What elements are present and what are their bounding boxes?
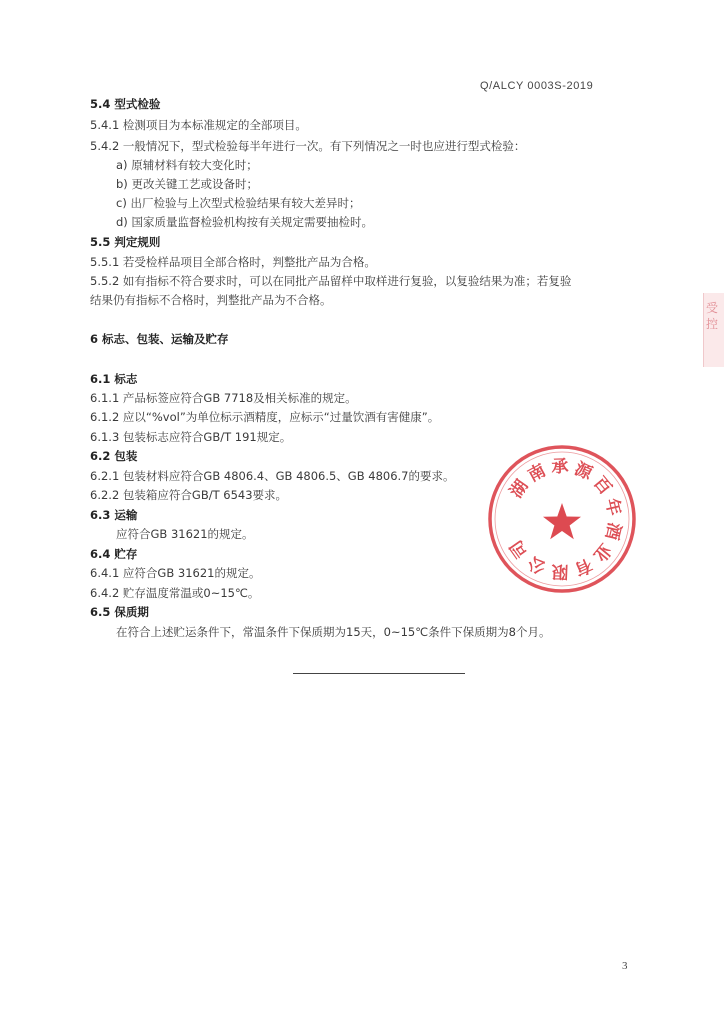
seal-char: 有 bbox=[571, 553, 596, 580]
seal-char: 公 bbox=[524, 551, 550, 578]
seal-char: 酒 bbox=[600, 520, 625, 542]
seal-char: 限 bbox=[551, 560, 569, 582]
section-6-1: 6.1 标志 bbox=[90, 372, 138, 386]
section-6-4: 6.4 贮存 bbox=[90, 547, 138, 561]
clause-6-5-text: 在符合上述贮运条件下，常温条件下保质期为15天，0~15℃条件下保质期为8个月。 bbox=[116, 625, 551, 639]
seal-char: 司 bbox=[506, 536, 533, 562]
section-6-2: 6.2 包装 bbox=[90, 449, 138, 463]
section-5-4: 5.4 型式检验 bbox=[90, 97, 161, 111]
clause-6-1-2: 6.1.2 应以“%vol”为单位标示酒精度，应标示“过量饮酒有害健康”。 bbox=[90, 410, 440, 424]
clause-6-1-3: 6.1.3 包装标志应符合GB/T 191规定。 bbox=[90, 430, 292, 444]
item-c: c) 出厂检验与上次型式检验结果有较大差异时； bbox=[116, 196, 361, 210]
section-6-5: 6.5 保质期 bbox=[90, 605, 149, 619]
seal-char: 源 bbox=[571, 458, 596, 485]
clause-6-4-1: 6.4.1 应符合GB 31621的规定。 bbox=[90, 566, 261, 580]
controlled-stamp-text: 受控 bbox=[706, 301, 719, 331]
company-seal bbox=[486, 443, 638, 595]
clause-5-5-2: 5.5.2 如有指标不符合要求时，可以在同批产品留样中取样进行复验，以复验结果为准；若复验 bbox=[90, 274, 572, 288]
seal-char: 百 bbox=[588, 472, 616, 499]
section-6-3: 6.3 运输 bbox=[90, 508, 138, 522]
item-b: b) 更改关键工艺或设备时； bbox=[116, 177, 258, 191]
item-d: d) 国家质量监督检验机构按有关规定需要抽检时。 bbox=[116, 215, 373, 229]
seal-char: 业 bbox=[588, 539, 616, 566]
clause-5-4-2: 5.4.2 一般情况下，型式检验每半年进行一次。有下列情况之一时也应进行型式检验： bbox=[90, 139, 526, 153]
seal-star-icon bbox=[543, 503, 581, 539]
clause-6-2-2: 6.2.2 包装箱应符合GB/T 6543要求。 bbox=[90, 488, 288, 502]
item-a: a) 原辅材料有较大变化时； bbox=[116, 158, 258, 172]
end-rule bbox=[293, 673, 465, 674]
standard-code: Q/ALCY 0003S-2019 bbox=[480, 80, 594, 92]
clause-5-5-2-cont: 结果仍有指标不合格时，判整批产品为不合格。 bbox=[90, 293, 332, 307]
seal-char: 南 bbox=[524, 460, 550, 487]
seal-char: 年 bbox=[600, 496, 625, 518]
clause-5-4-1: 5.4.1 检测项目为本标准规定的全部项目。 bbox=[90, 118, 307, 132]
clause-6-1-1: 6.1.1 产品标签应符合GB 7718及相关标准的规定。 bbox=[90, 391, 357, 405]
section-5-5: 5.5 判定规则 bbox=[90, 235, 161, 249]
clause-6-4-2: 6.4.2 贮存温度常温或0~15℃。 bbox=[90, 586, 260, 600]
seal-char: 湖 bbox=[506, 476, 533, 502]
page-number: 3 bbox=[622, 960, 628, 972]
clause-6-2-1: 6.2.1 包装材料应符合GB 4806.4、GB 4806.5、GB 4806.7的要求。 bbox=[90, 469, 455, 483]
clause-6-3-text: 应符合GB 31621的规定。 bbox=[116, 527, 254, 541]
clause-5-5-1: 5.5.1 若受检样品项目全部合格时，判整批产品为合格。 bbox=[90, 255, 376, 269]
chapter-6-title: 6 标志、包装、运输及贮存 bbox=[90, 332, 229, 346]
seal-char: 承 bbox=[551, 456, 569, 478]
